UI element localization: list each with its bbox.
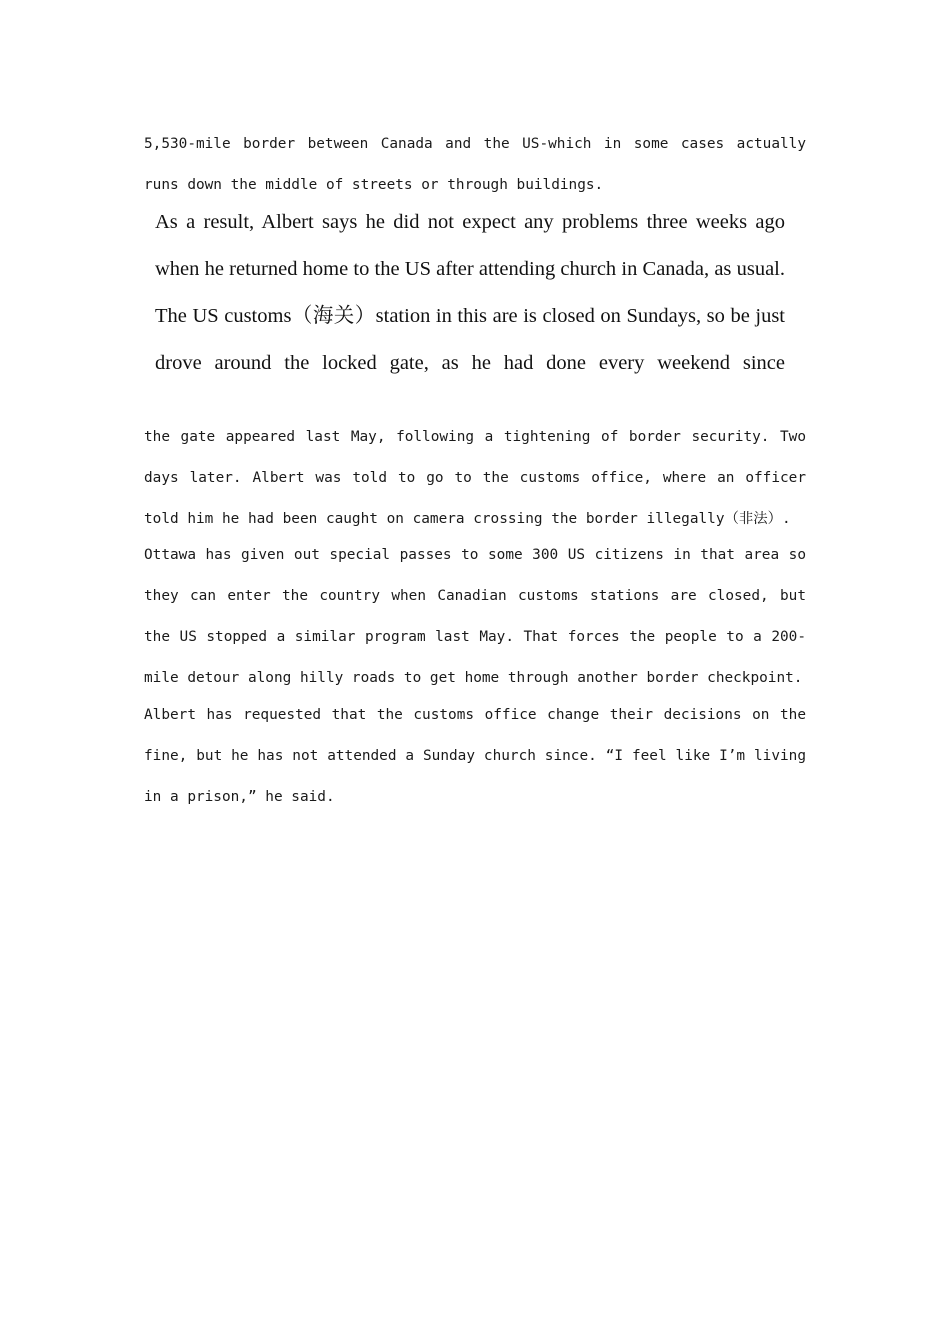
paragraph-border: 5,530-mile border between Canada and the US-which in some cases actually runs down the middle of streets or through buildings.	[144, 136, 806, 193]
paragraph-special-passes: Ottawa has given out special passes to some 300 US citizens in that area so they can enter the country when Canadian customs stations are closed, but the US stopped a similar program last May. That forces the people to a 200-mile detour along hilly roads to get home through another border checkpoint.	[144, 547, 806, 686]
paragraph-church-trip: As a result, Albert says he did not expect any problems three weeks ago when he returned home to the US after attending church in Canada, as usual. The US customs（海关）station in this are is closed on Sundays, so be just drove around the locked gate, as he had done every weekend since	[155, 211, 785, 374]
paragraph-request: Albert has requested that the customs office change their decisions on the fine, but he has not attended a Sunday church since. “I feel like I’m living in a prison,” he said.	[144, 707, 806, 805]
paragraph-gate-fine: the gate appeared last May, following a tightening of border security. Two days later. Albert was told to go to the customs office, where an officer told him he had been caught on camera crossing the border illegally（非法）.	[144, 429, 806, 527]
